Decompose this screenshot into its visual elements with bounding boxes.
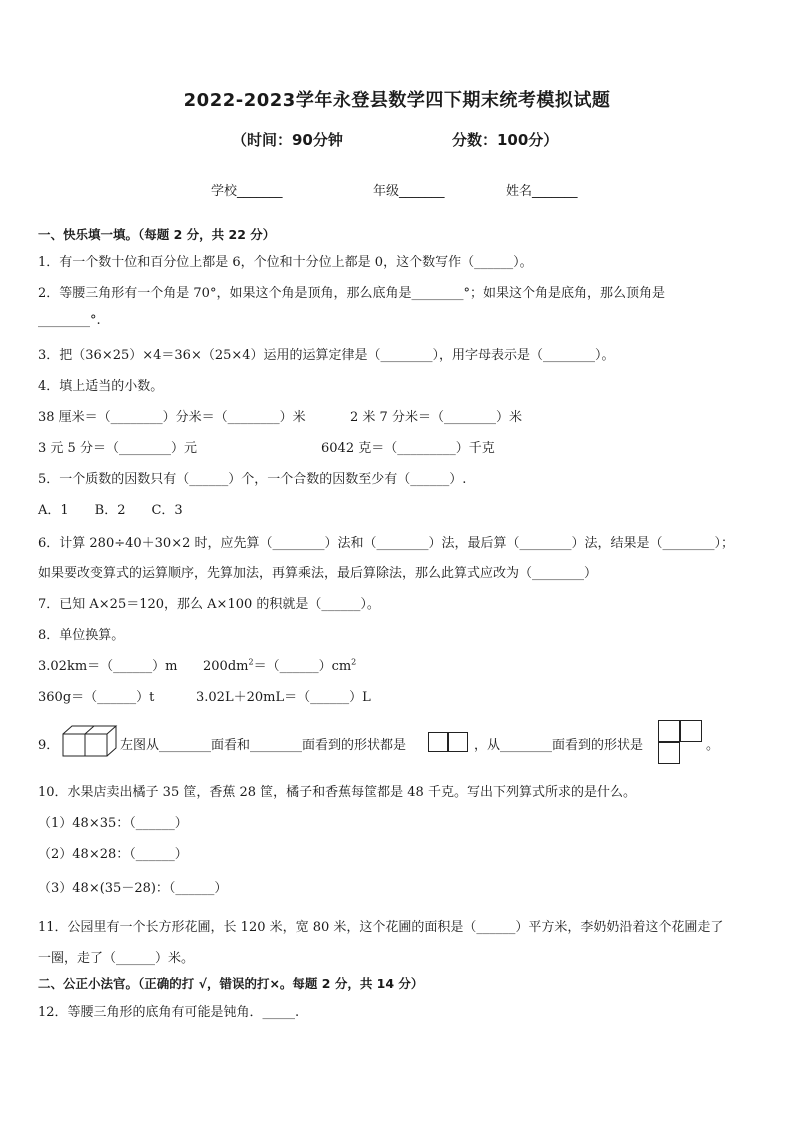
question-10: 10．水果店卖出橘子 35 筐，香蕉 28 筐，橘子和香蕉每筐都是 48 千克。写出下列算式所求的是什么。 [38,785,636,800]
question-4c: 3 元 5 分＝（________）元 [38,441,197,456]
page-title: 2022-2023学年永登县数学四下期末统考模拟试题 [183,90,611,111]
question-9-number: 9． [38,738,60,753]
question-8a: 3.02km＝（______）m [38,659,178,674]
section-heading-2: 二、公正小法官。（正确的打 √，错误的打×。每题 2 分，共 14 分） [38,976,424,991]
question-4d: 6042 克＝（_________）千克 [321,441,495,456]
section-heading-1: 一、快乐填一填。（每题 2 分，共 22 分） [38,227,276,242]
school-field: 学校_______ [211,184,283,199]
question-8c: 360g＝（______）t [38,690,155,705]
question-8b: $200dm^2=(\_\_\_\_\_\_)cm^2$ [203,657,357,674]
question-8: 8．单位换算。 [38,628,125,643]
question-4: 4．填上适当的小数。 [38,379,164,394]
three-square-shape [658,720,702,764]
cube-figure [62,725,118,757]
question-9-text-a: 左图从________面看和________面看到的形状都是 [120,738,407,753]
question-4b: 2 米 7 分米＝（________）米 [350,410,522,425]
exam-time: （时间：90分钟 [232,131,343,149]
question-3: 3．把（36×25）×4＝36×（25×4）运用的运算定律是（________），用字母表示是（________）。 [38,348,615,363]
question-8d: 3.02L＋20mL＝（______）L [196,690,371,705]
question-9-text-b: ，从________面看到的形状是 [474,738,644,753]
question-4a: 38 厘米＝（________）分米＝（________）米 [38,410,306,425]
question-11-line-1: 11．公园里有一个长方形花圃，长 120 米，宽 80 米，这个花圃的面积是（______）平方米，李奶奶沿着这个花圃走了 [38,920,724,935]
exam-score: 分数：100分） [452,131,559,149]
question-2-line-1: 2．等腰三角形有一个角是 70°，如果这个角是顶角，那么底角是________°；如果这个角是底角，那么顶角是 [38,286,665,301]
question-2-line-2: ________°. [38,313,101,328]
question-10-2: （2）48×28：（______） [38,847,188,862]
question-6-line-2: 如果要改变算式的运算顺序，先算加法，再算乘法，最后算除法，那么此算式应改为（________） [38,566,598,581]
question-1: 1．有一个数十位和百分位上都是 6，个位和十分位上都是 0，这个数写作（______）。 [38,255,533,270]
name-field: 姓名_______ [506,184,578,199]
question-11-line-2: 一圈，走了（______）米。 [38,951,195,966]
two-square-shape [428,732,470,752]
question-10-1: （1）48×35：（______） [38,816,188,831]
question-5-options: A．1 B．2 C．3 [38,503,183,518]
question-6-line-1: 6．计算 280÷40＋30×2 时，应先算（________）法和（________）法，最后算（________）法，结果是（________）； [38,536,734,551]
question-10-3: （3）48×(35－28)：（______） [38,881,228,896]
question-5: 5．一个质数的因数只有（______）个，一个合数的因数至少有（______）. [38,472,467,487]
grade-field: 年级_______ [373,184,445,199]
question-12: 12．等腰三角形的底角有可能是钝角．_____. [38,1005,300,1020]
question-7: 7．已知 A×25＝120，那么 A×100 的积就是（______）。 [38,597,380,612]
question-9-text-c: 。 [706,738,720,753]
